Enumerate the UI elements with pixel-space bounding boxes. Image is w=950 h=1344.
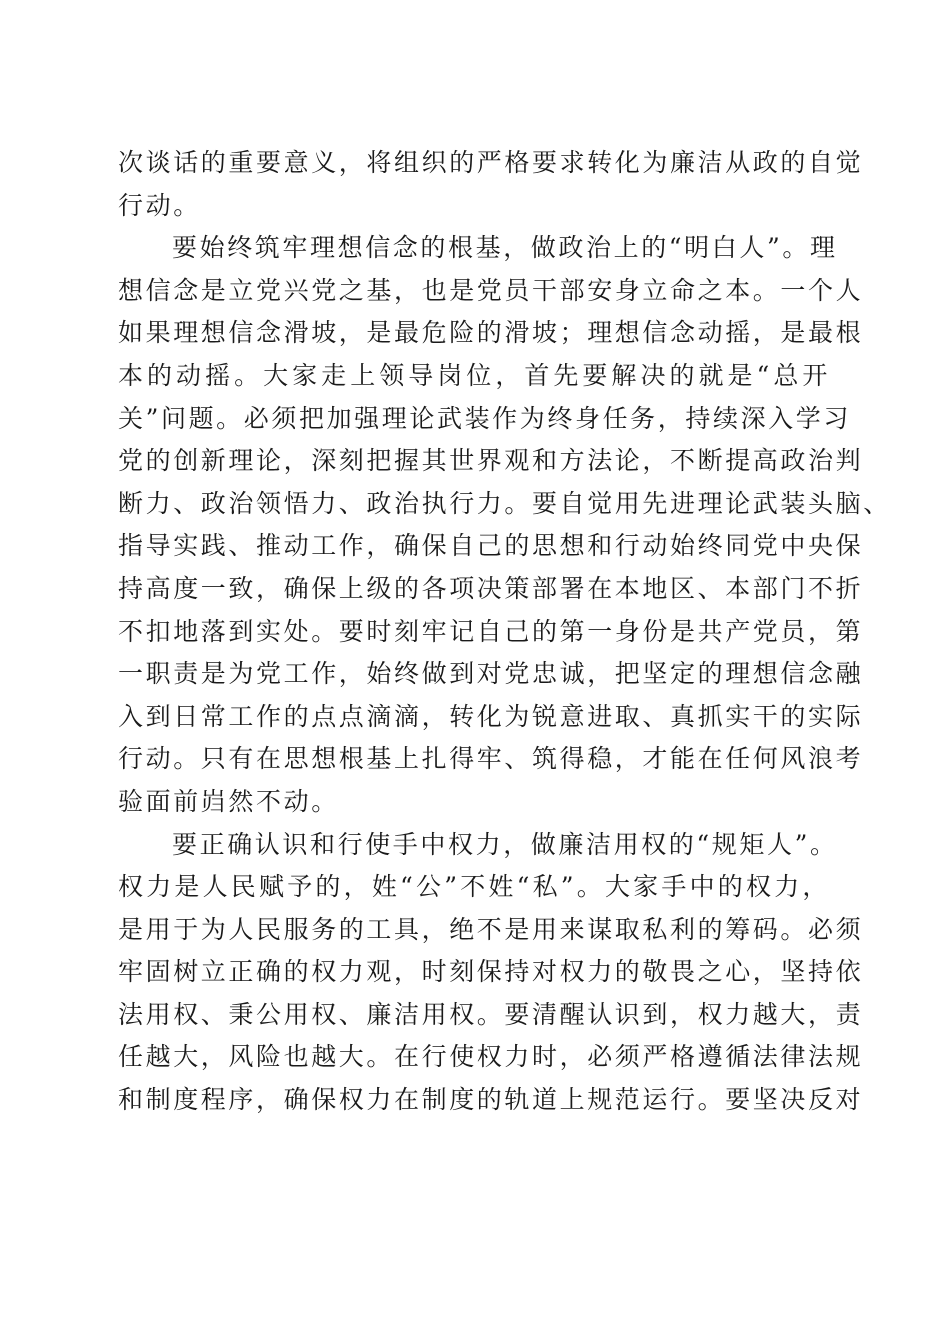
text-line: 党的创新理论，深刻把握其世界观和方法论，不断提高政治判	[118, 446, 864, 476]
text-line: 一职责是为党工作，始终做到对党忠诚，把坚定的理想信念融	[118, 659, 864, 689]
text-line: 权力是人民赋予的，姓“公”不姓“私”。大家手中的权力，	[118, 872, 830, 902]
text-line: 次谈话的重要意义，将组织的严格要求转化为廉洁从政的自觉	[118, 148, 864, 177]
text-line: 本的动摇。大家走上领导岗位，首先要解决的就是“总开	[118, 360, 830, 390]
text-line: 验面前岿然不动。	[118, 786, 339, 816]
text-line: 断力、政治领悟力、政治执行力。要自觉用先进理论武装头脑、	[118, 488, 891, 518]
text-line: 牢固树立正确的权力观，时刻保持对权力的敬畏之心，坚持依	[118, 957, 864, 987]
text-line: 是用于为人民服务的工具，绝不是用来谋取私利的筹码。必须	[118, 914, 864, 944]
text-line: 法用权、秉公用权、廉洁用权。要清醒认识到，权力越大，责	[118, 999, 864, 1029]
text-line: 关”问题。必须把加强理论武装作为终身任务，持续深入学习	[118, 403, 851, 433]
text-line: 行动。	[118, 190, 201, 220]
text-line: 不扣地落到实处。要时刻牢记自己的第一身份是共产党员，第	[118, 616, 864, 646]
text-line: 和制度程序，确保权力在制度的轨道上规范运行。要坚决反对	[118, 1085, 864, 1115]
text-line: 入到日常工作的点点滴滴，转化为锐意进取、真抓实干的实际	[118, 701, 864, 731]
document-body	[118, 142, 891, 1122]
text-line: 行动。只有在思想根基上扎得牢、筑得稳，才能在任何风浪考	[118, 744, 864, 774]
text-line: 持高度一致，确保上级的各项决策部署在本地区、本部门不折	[118, 573, 864, 603]
text-line: 想信念是立党兴党之基，也是党员干部安身立命之本。一个人	[118, 275, 864, 305]
text-line: 指导实践、推动工作，确保自己的思想和行动始终同党中央保	[118, 531, 864, 561]
paragraph-first-line: 要始终筑牢理想信念的根基，做政治上的“明白人”。理	[172, 233, 838, 263]
paragraph-first-line: 要正确认识和行使手中权力，做廉洁用权的“规矩人”。	[172, 829, 838, 859]
text-line: 任越大，风险也越大。在行使权力时，必须严格遵循法律法规	[118, 1042, 864, 1072]
text-line: 如果理想信念滑坡，是最危险的滑坡；理想信念动摇，是最根	[118, 318, 864, 348]
